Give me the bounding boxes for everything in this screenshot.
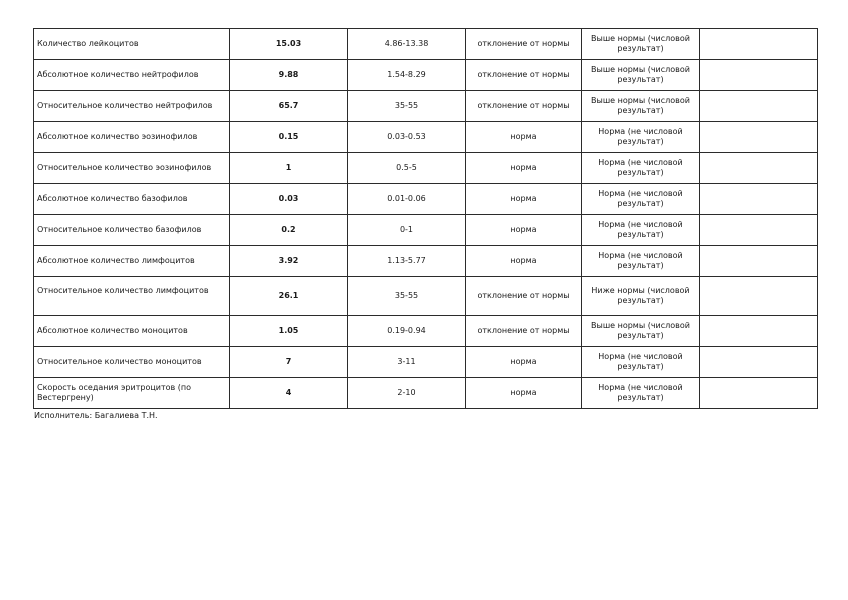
status-cell: норма (466, 122, 582, 153)
empty-cell (700, 347, 818, 378)
status-cell: норма (466, 378, 582, 409)
test-name-cell: Абсолютное количество нейтрофилов (34, 60, 230, 91)
comment-cell: Выше нормы (числовой результат) (582, 60, 700, 91)
executor-signature-line: Исполнитель: Багалиева Т.Н. (34, 411, 158, 420)
empty-cell (700, 60, 818, 91)
status-cell: отклонение от нормы (466, 316, 582, 347)
table-row (34, 91, 818, 122)
test-name-cell: Абсолютное количество эозинофилов (34, 122, 230, 153)
empty-cell (700, 184, 818, 215)
reference-range-cell: 1.54-8.29 (348, 60, 466, 91)
test-name-cell: Абсолютное количество лимфоцитов (34, 246, 230, 277)
reference-range-cell: 0.03-0.53 (348, 122, 466, 153)
table-row (34, 246, 818, 277)
table-row (34, 122, 818, 153)
status-cell: отклонение от нормы (466, 277, 582, 316)
status-cell: отклонение от нормы (466, 60, 582, 91)
empty-cell (700, 153, 818, 184)
reference-range-cell: 0.19-0.94 (348, 316, 466, 347)
reference-range-cell: 35-55 (348, 277, 466, 316)
comment-cell: Норма (не числовой результат) (582, 184, 700, 215)
result-value-cell: 65.7 (230, 91, 348, 122)
empty-cell (700, 29, 818, 60)
result-value-cell: 15.03 (230, 29, 348, 60)
status-cell: отклонение от нормы (466, 91, 582, 122)
reference-range-cell: 3-11 (348, 347, 466, 378)
table-row (34, 277, 818, 316)
result-value-cell: 3.92 (230, 246, 348, 277)
status-cell: норма (466, 246, 582, 277)
reference-range-cell: 0.5-5 (348, 153, 466, 184)
test-name-cell: Относительное количество эозинофилов (34, 153, 230, 184)
result-value-cell: 0.2 (230, 215, 348, 246)
test-name-cell: Абсолютное количество базофилов (34, 184, 230, 215)
lab-results-table (33, 28, 818, 409)
reference-range-cell: 0.01-0.06 (348, 184, 466, 215)
test-name-cell: Абсолютное количество моноцитов (34, 316, 230, 347)
comment-cell: Норма (не числовой результат) (582, 153, 700, 184)
status-cell: норма (466, 215, 582, 246)
status-cell: норма (466, 153, 582, 184)
test-name-cell: Относительное количество нейтрофилов (34, 91, 230, 122)
table-row (34, 215, 818, 246)
comment-cell: Норма (не числовой результат) (582, 122, 700, 153)
reference-range-cell: 4.86-13.38 (348, 29, 466, 60)
comment-cell: Выше нормы (числовой результат) (582, 91, 700, 122)
comment-cell: Выше нормы (числовой результат) (582, 29, 700, 60)
comment-cell: Норма (не числовой результат) (582, 246, 700, 277)
result-value-cell: 1.05 (230, 316, 348, 347)
empty-cell (700, 378, 818, 409)
test-name-cell: Относительное количество лимфоцитов (34, 277, 230, 316)
table-row (34, 60, 818, 91)
comment-cell: Ниже нормы (числовой результат) (582, 277, 700, 316)
empty-cell (700, 122, 818, 153)
result-value-cell: 26.1 (230, 277, 348, 316)
reference-range-cell: 1.13-5.77 (348, 246, 466, 277)
result-value-cell: 1 (230, 153, 348, 184)
table-row (34, 347, 818, 378)
empty-cell (700, 246, 818, 277)
result-value-cell: 7 (230, 347, 348, 378)
result-value-cell: 0.03 (230, 184, 348, 215)
reference-range-cell: 2-10 (348, 378, 466, 409)
result-value-cell: 0.15 (230, 122, 348, 153)
result-value-cell: 9.88 (230, 60, 348, 91)
test-name-cell: Количество лейкоцитов (34, 29, 230, 60)
status-cell: норма (466, 184, 582, 215)
test-name-cell: Относительное количество моноцитов (34, 347, 230, 378)
reference-range-cell: 0-1 (348, 215, 466, 246)
table-row (34, 184, 818, 215)
comment-cell: Норма (не числовой результат) (582, 215, 700, 246)
empty-cell (700, 215, 818, 246)
lab-results-body (34, 29, 818, 409)
empty-cell (700, 316, 818, 347)
empty-cell (700, 91, 818, 122)
result-value-cell: 4 (230, 378, 348, 409)
empty-cell (700, 277, 818, 316)
table-row (34, 378, 818, 409)
status-cell: норма (466, 347, 582, 378)
table-row (34, 153, 818, 184)
reference-range-cell: 35-55 (348, 91, 466, 122)
comment-cell: Норма (не числовой результат) (582, 347, 700, 378)
test-name-cell: Относительное количество базофилов (34, 215, 230, 246)
comment-cell: Выше нормы (числовой результат) (582, 316, 700, 347)
table-row (34, 29, 818, 60)
test-name-cell: Скорость оседания эритроцитов (по Вестергрену) (34, 378, 230, 409)
table-row (34, 316, 818, 347)
comment-cell: Норма (не числовой результат) (582, 378, 700, 409)
status-cell: отклонение от нормы (466, 29, 582, 60)
